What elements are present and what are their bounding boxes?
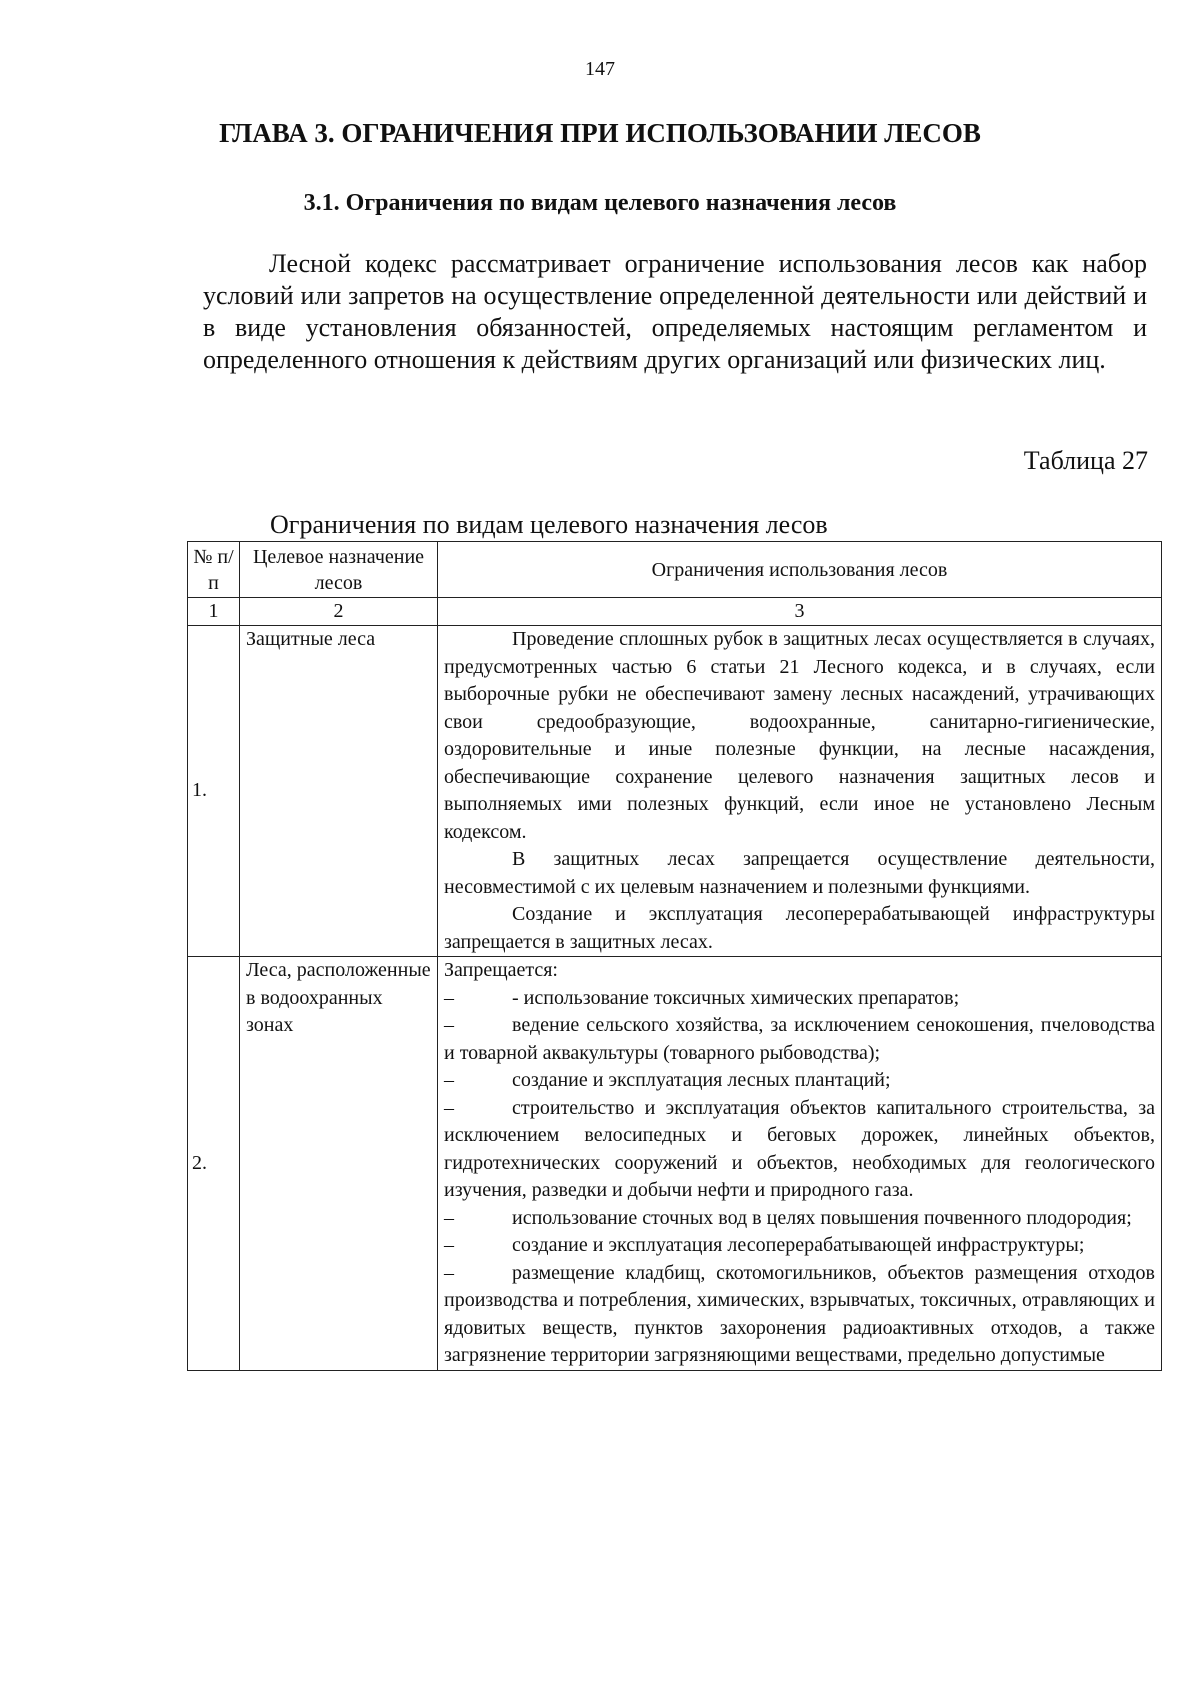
restriction-item xyxy=(444,985,1155,1013)
dash-bullet: – xyxy=(444,1069,454,1091)
table-row xyxy=(188,957,1162,1371)
row-purpose: Леса, расположенные в водоохранных зонах xyxy=(240,957,438,1371)
table-caption: Ограничения по видам целевого назначения лесов xyxy=(270,510,828,539)
column-number-row xyxy=(188,598,1162,626)
section-title: 3.1. Ограничения по видам целевого назначения лесов xyxy=(303,190,897,216)
restriction-item xyxy=(444,1012,1155,1067)
row-number: 2. xyxy=(188,957,240,1371)
dash-bullet: – xyxy=(444,1261,454,1284)
column-number: 2 xyxy=(240,598,438,626)
restriction-item-text: размещение кладбищ, скотомогильников, объектов размещения отходов производства и потребления, химических, взрывчатых, токсичных, отравляющих и ядовитых веществ, пунктов захоронения радиоактивных отходов, а также загрязнение территории загрязняющими веществами, предельно допустимые xyxy=(444,1261,1155,1366)
dash-bullet: – xyxy=(444,1096,454,1119)
restriction-item xyxy=(444,1095,1155,1205)
dash-bullet: – xyxy=(444,1234,454,1256)
restriction-item xyxy=(444,1232,1155,1260)
column-number: 3 xyxy=(438,598,1162,626)
restriction-intro: Запрещается: xyxy=(444,959,558,981)
restriction-paragraph: В защитных лесах запрещается осуществление деятельности, несовместимой с их целевым назначением и полезными функциями. xyxy=(444,848,1155,898)
header-purpose: Целевое назначение лесов xyxy=(240,542,438,598)
table-label: Таблица 27 xyxy=(1023,446,1148,475)
restrictions-table xyxy=(187,541,1162,1371)
table-row xyxy=(188,626,1162,957)
restriction-item-text: создание и эксплуатация лесоперерабатывающей инфраструктуры; xyxy=(512,1234,1085,1256)
dash-bullet: – xyxy=(444,986,454,1009)
intro-paragraph: Лесной кодекс рассматривает ограничение использования лесов как набор условий или запретов на осуществление определенной деятельности или действий и в виде установления обязанностей, определяемых настоящим регламентом и определенного отношения к действиям других организаций или физических лиц. xyxy=(203,249,1147,374)
dash-bullet: – xyxy=(444,1206,454,1229)
header-number: № п/п xyxy=(188,542,240,598)
row-restrictions xyxy=(438,957,1162,1371)
restriction-paragraph: Проведение сплошных рубок в защитных лесах осуществляется в случаях, предусмотренных частью 6 статьи 21 Лесного кодекса, и в случаях, если выборочные рубки не обеспечивают замену лесных насаждений, утрачивающих свои средообразующие, водоохранные, санитарно-гигиенические, оздоровительные и иные полезные функции, на лесные насаждения, обеспечивающие сохранение целевого назначения защитных лесов и выполняемых ими полезных функций, если иное не установлено Лесным кодексом. xyxy=(444,628,1155,843)
row-restrictions xyxy=(438,626,1162,957)
restriction-paragraph: Создание и эксплуатация лесоперерабатывающей инфраструктуры запрещается в защитных лесах. xyxy=(444,903,1155,953)
header-restrictions: Ограничения использования лесов xyxy=(438,542,1162,598)
restriction-item xyxy=(444,1205,1155,1233)
row-purpose: Защитные леса xyxy=(240,626,438,957)
restriction-item-text: создание и эксплуатация лесных плантаций; xyxy=(512,1069,891,1091)
restriction-item-text: строительство и эксплуатация объектов капитального строительства, за исключением велосипедных и беговых дорожек, линейных объектов, гидротехнических сооружений и объектов, необходимых для геологического изучения, разведки и добычи нефти и природного газа. xyxy=(444,1096,1155,1201)
restriction-item xyxy=(444,1260,1155,1370)
row-number: 1. xyxy=(188,626,240,957)
restriction-item xyxy=(444,1067,1155,1095)
table-header-row xyxy=(188,542,1162,598)
page-number: 147 xyxy=(585,58,615,80)
restriction-item-text: использование сточных вод в целях повышения почвенного плодородия; xyxy=(512,1206,1132,1229)
chapter-title: ГЛАВА 3. ОГРАНИЧЕНИЯ ПРИ ИСПОЛЬЗОВАНИИ ЛЕСОВ xyxy=(219,118,981,148)
restriction-item-text: ведение сельского хозяйства, за исключением сенокошения, пчеловодства и товарной аквакультуры (товарного рыбоводства); xyxy=(444,1014,1155,1064)
dash-bullet: – xyxy=(444,1014,454,1036)
restriction-item-text: - использование токсичных химических препаратов; xyxy=(512,986,960,1009)
column-number: 1 xyxy=(188,598,240,626)
